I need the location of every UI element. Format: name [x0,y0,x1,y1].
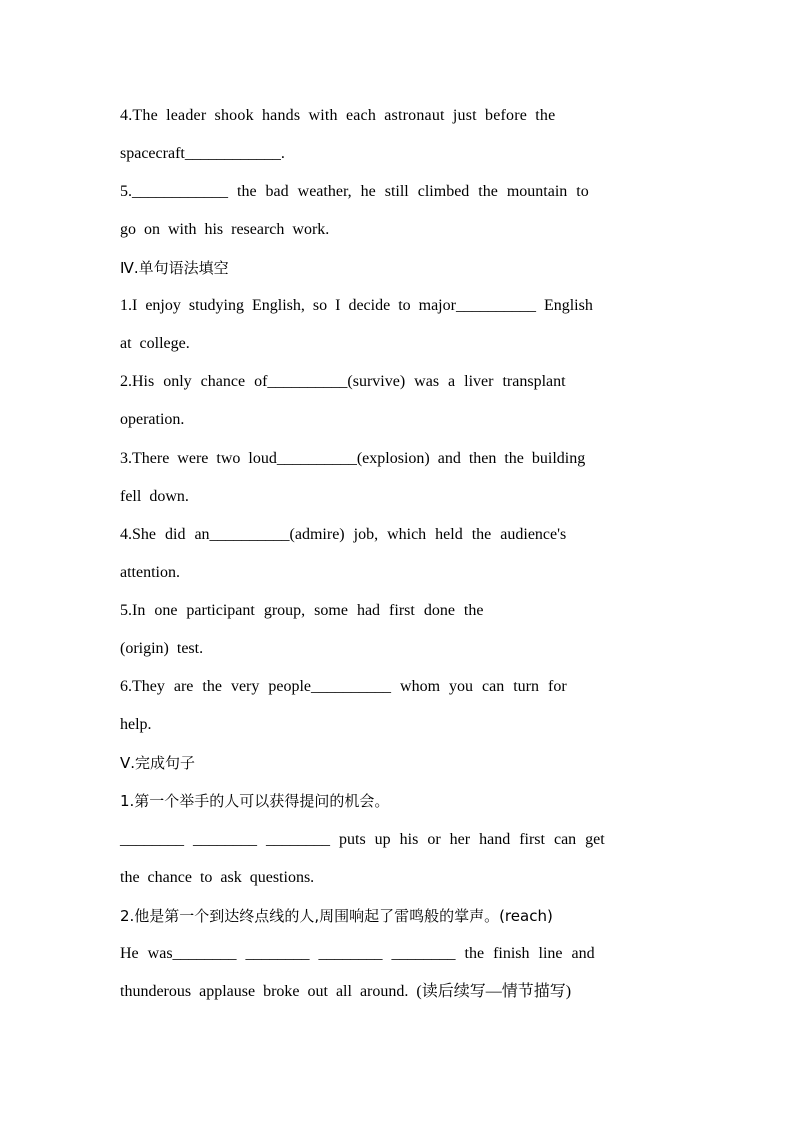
section-4-item-1-line-2: at college. [120,335,190,352]
exercise-3-item-5-line-2: go on with his research work. [120,221,330,238]
section-4-item-5-line-2: (origin) test. [120,640,204,657]
exercise-3-item-5-line-1: 5.____________ the bad weather, he still climbed the mountain to [120,183,589,200]
section-4-item-4-line-1: 4.She did an__________(admire) job, which held the audience's [120,526,567,543]
section-5-item-1-prompt: 1.第一个举手的人可以获得提问的机会。 [120,792,390,810]
section-4-heading: Ⅳ.单句语法填空 [120,259,229,277]
section-5-item-2-prompt: 2.他是第一个到达终点线的人,周围响起了雷鸣般的掌声。(reach) [120,907,553,925]
exercise-3-item-4-line-2: spacecraft____________. [120,145,285,162]
section-5-item-1-answer-line-2: the chance to ask questions. [120,869,315,886]
exercise-3-item-4-line-1: 4.The leader shook hands with each astronaut just before the [120,107,556,124]
section-4-item-2-line-1: 2.His only chance of__________(survive) was a liver transplant [120,373,566,390]
section-5-heading: Ⅴ.完成句子 [120,754,196,772]
section-5-item-2-answer-line-2: thunderous applause broke out all around. (读后续写—情节描写) [120,983,572,1000]
section-4-item-3-line-2: fell down. [120,488,189,505]
section-5-item-1-answer-line-1: ________ ________ ________ puts up his or her hand first can get [120,831,605,848]
section-4-item-1-line-1: 1.I enjoy studying English, so I decide to major__________ English [120,297,593,314]
section-4-item-4-line-2: attention. [120,564,180,581]
section-4-item-6-line-1: 6.They are the very people__________ whom you can turn for [120,678,567,695]
section-5-item-2-answer-line-1: He was________ ________ ________ ________ the finish line and [120,945,595,962]
section-4-item-6-line-2: help. [120,716,152,733]
section-4-item-2-line-2: operation. [120,411,185,428]
section-4-item-3-line-1: 3.There were two loud__________(explosion) and then the building [120,450,586,467]
section-4-item-5-line-1: 5.In one participant group, some had first done the [120,602,484,619]
